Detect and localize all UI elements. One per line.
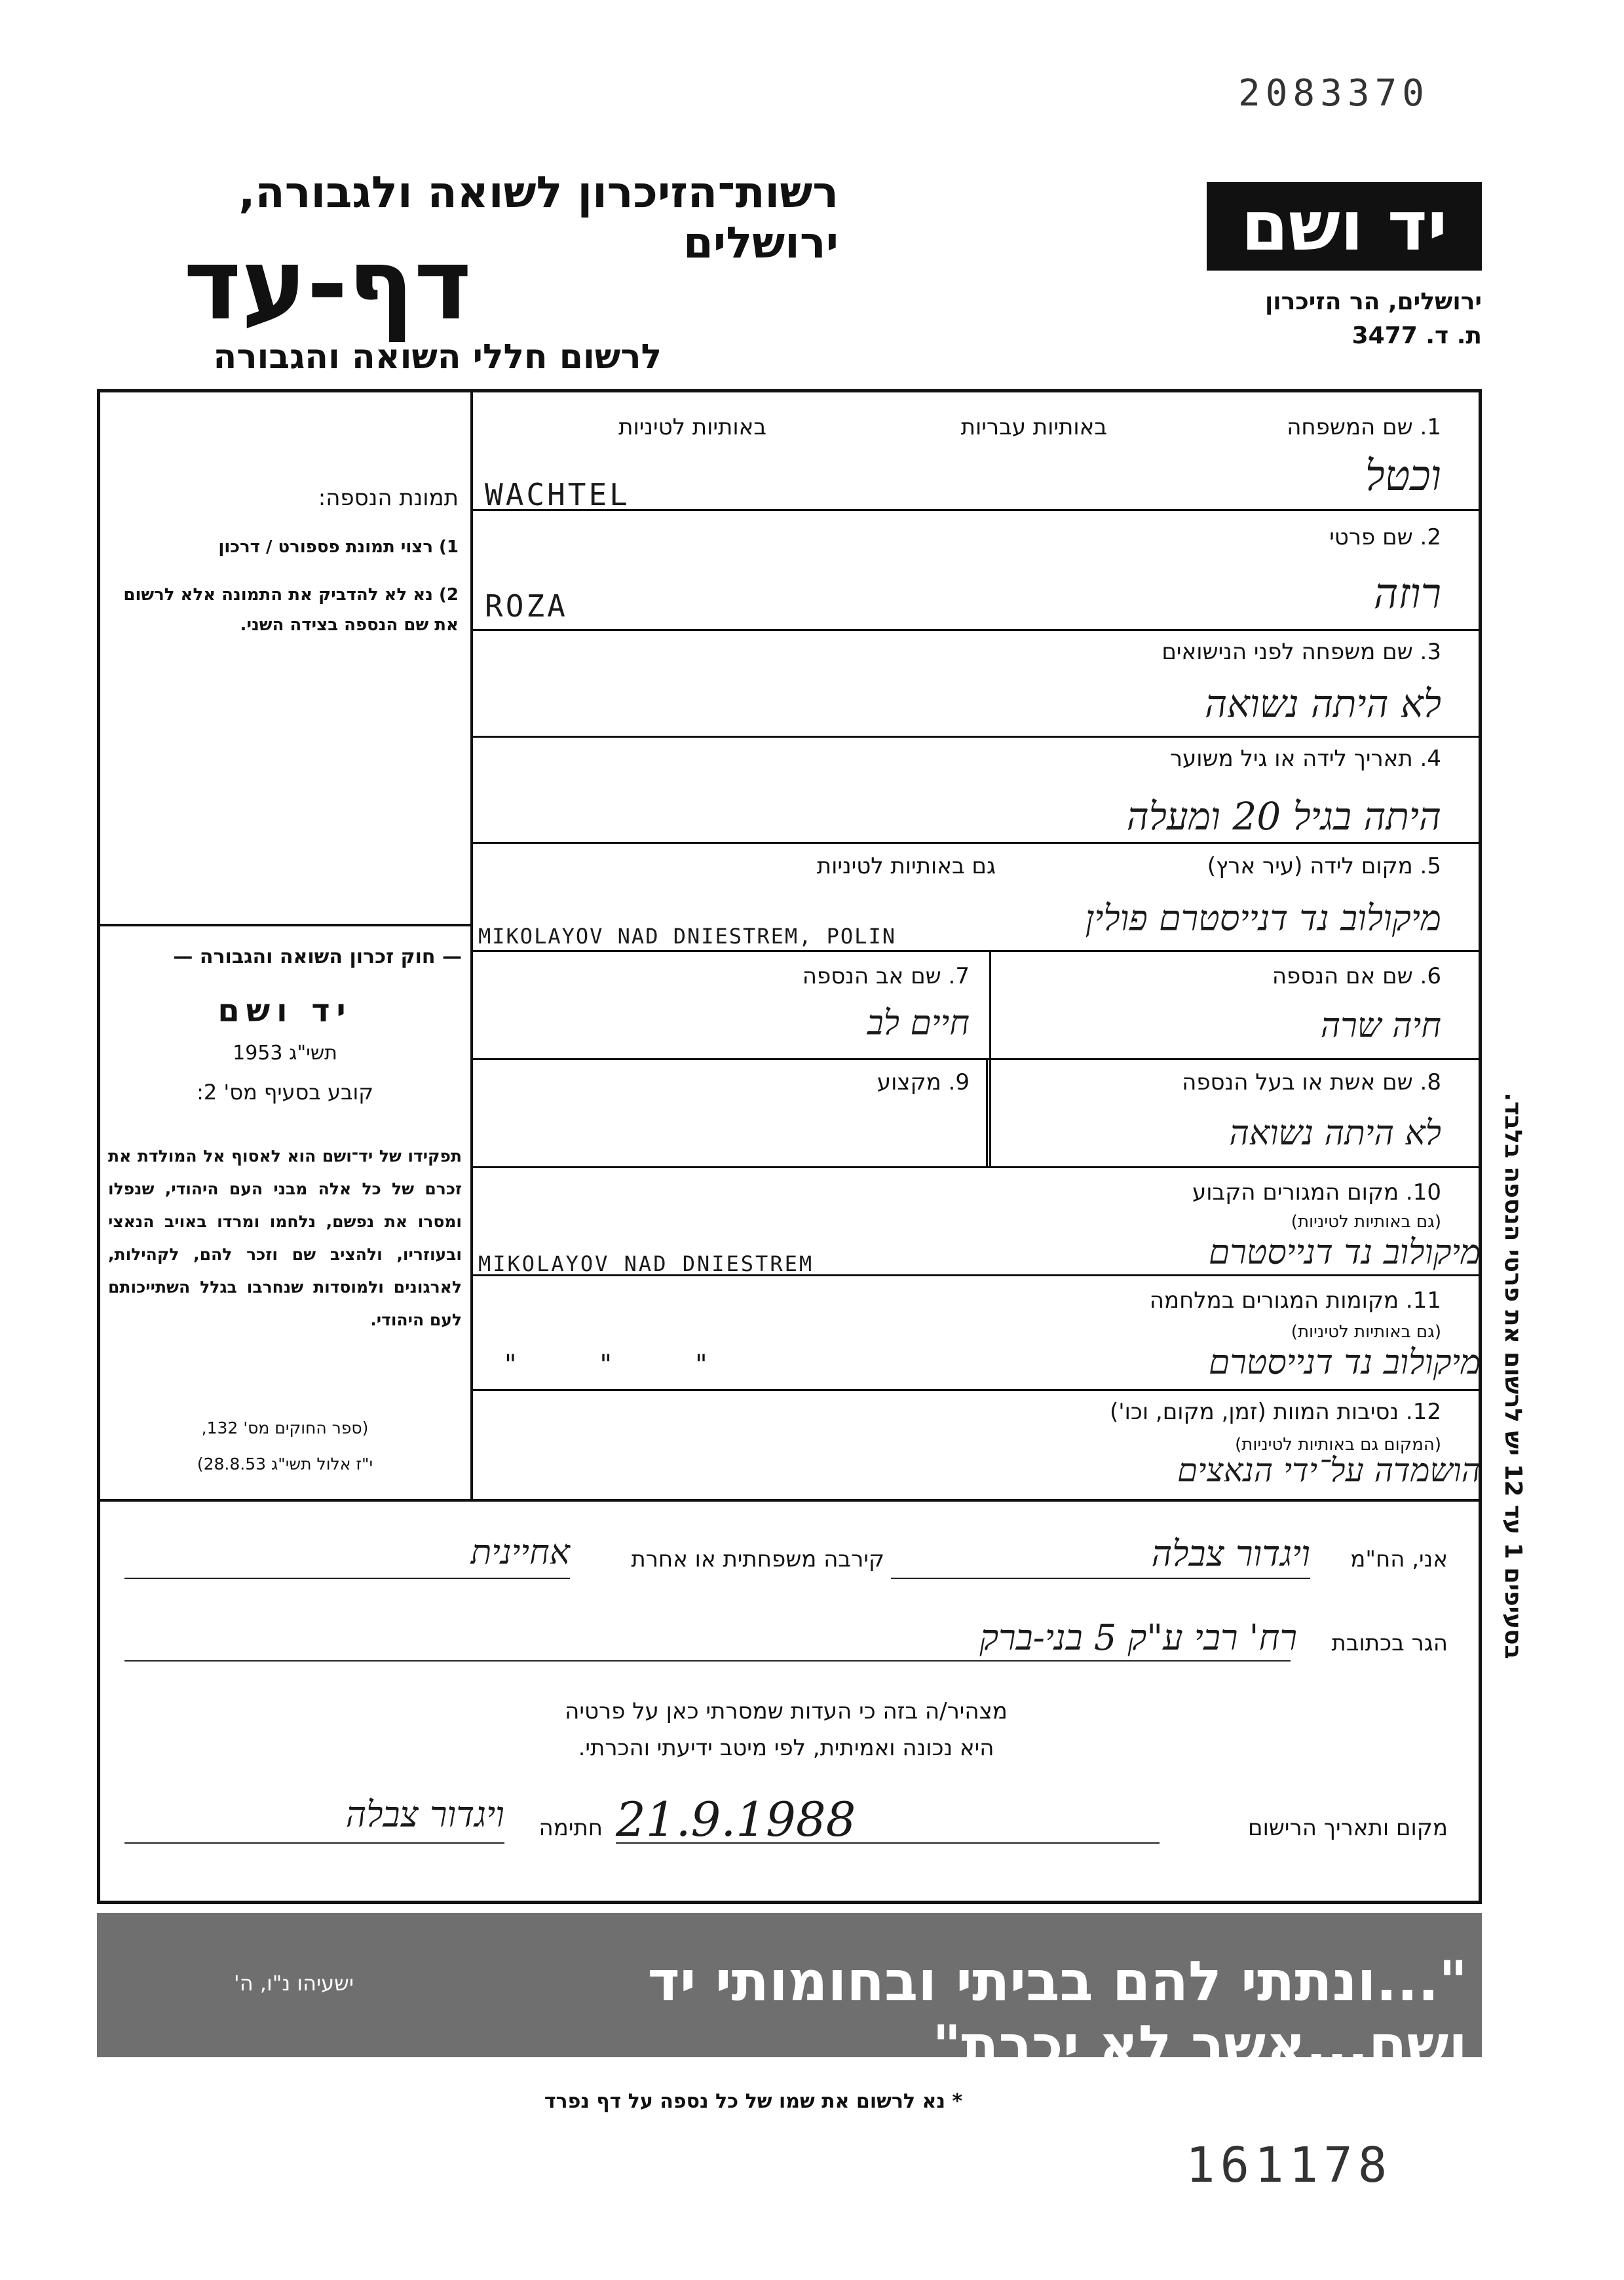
col-split-8-9: [986, 1058, 988, 1166]
declaration-relation-value: אחיינית: [470, 1533, 570, 1572]
field-8-label: 8. שם אשת או בעל הנספה: [1182, 1069, 1441, 1095]
declaration-name-line: [891, 1578, 1310, 1579]
field-5-value-hebrew: מיקולוב נד דנייסטרם פולין: [1085, 898, 1441, 939]
row-divider-6: [472, 1058, 1482, 1060]
fields-bottom-divider: [97, 1499, 1482, 1502]
field-1-value-latin: WACHTEL: [485, 477, 630, 512]
field-7-value: חיים לב: [867, 1004, 970, 1043]
row-divider-9: [472, 1389, 1482, 1391]
logo-address: ירושלים, הר הזיכרון: [1264, 288, 1482, 315]
field-5-latin-label: גם באותיות לטיניות: [816, 853, 996, 879]
law-source: (ספר החוקים מס' 132,: [201, 1418, 369, 1437]
field-8-value: לא היתה נשואה: [1229, 1114, 1441, 1153]
declaration-address-label: הגר בכתובת: [1331, 1630, 1448, 1656]
signature-label: חתימה: [538, 1815, 603, 1841]
field-10-sublabel: (גם באותיות לטיניות): [1291, 1212, 1441, 1232]
field-1-label: 1. שם המשפחה: [1287, 414, 1441, 440]
field-4-label: 4. תאריך לידה או גיל משוער: [1169, 746, 1441, 772]
row-divider-2: [472, 629, 1482, 631]
field-11-value-hebrew: מיקולוב נד דנייסטרם: [1208, 1343, 1481, 1382]
field-2-value-hebrew: רוזה: [1373, 570, 1441, 618]
field-11-ditto-marks: " " ": [504, 1350, 708, 1380]
col-split-6-7: [989, 950, 991, 1166]
logo-pobox: ת. ד. 3477: [1351, 322, 1482, 349]
authority-title: רשות־הזיכרון לשואה ולגבורה, ירושלים: [238, 167, 839, 268]
law-date: י"ז אלול תשי"ג 28.8.53): [197, 1454, 373, 1473]
photo-box-title: תמונת הנספה:: [318, 485, 459, 511]
field-4-value: היתה בגיל 20 ומעלה: [1126, 794, 1441, 839]
field-2-label: 2. שם פרטי: [1329, 524, 1441, 550]
registration-date-value: 21.9.1988: [616, 1792, 856, 1847]
form-subtitle: לרשום חללי השואה והגבורה: [213, 337, 662, 377]
field-11-label: 11. מקומות המגורים במלחמה: [1149, 1287, 1441, 1314]
banner-quote: "...ונתתי להם בביתי ובחומותי יד ושם...אשר לא יכרת": [647, 1949, 1467, 2078]
footer-note: * נא לרשום את שמו של כל נספה על דף נפרד: [544, 2090, 963, 2113]
law-year: תשי"ג 1953: [233, 1042, 337, 1065]
field-11-sublabel: (גם באותיות לטיניות): [1291, 1322, 1441, 1342]
law-text: תפקידו של יד־ושם הוא לאסוף אל המולדת את זכרם של כל אלה מבני העם היהודי, שנפלו ומסרו את נפשם, נלחמו ומרדו באויב הנאצי ובעוזריו, ולהציב שם וזכר להם, לקהילות, לארגונים ולמוסדות שנחרבו בגלל השתייכותם לעם היהודי.: [108, 1147, 462, 1329]
field-3-value: לא היתה נשואה: [1205, 681, 1441, 726]
law-name: יד ושם: [217, 993, 352, 1029]
law-title: — חוק זכרון השואה והגבורה —: [173, 945, 462, 968]
field-12-value: הושמדה על־ידי הנאצים: [1177, 1451, 1481, 1489]
declaration-address-value: רח' רבי ע"ק 5 בני-ברק: [979, 1617, 1297, 1658]
declaration-relation-label: קירבה משפחתית או אחרת: [631, 1546, 884, 1572]
serial-number-bottom: 161178: [1186, 2137, 1393, 2194]
field-5-label: 5. מקום לידה (עיר ארץ): [1207, 853, 1441, 879]
declaration-address-line: [124, 1660, 1291, 1662]
latin-letters-label: באותיות לטיניות: [618, 414, 766, 440]
field-10-value-latin: MIKOLAYOV NAD DNIESTREM: [478, 1251, 814, 1276]
field-7-label: 7. שם אב הנספה: [802, 963, 970, 989]
field-9-label: 9. מקצוע: [877, 1069, 970, 1095]
row-divider-4: [472, 842, 1482, 844]
photo-note-1: 1) רצוי תמונת פספורט / דרכון: [218, 537, 459, 557]
declaration-statement-2: היא נכונה ואמיתית, לפי מיטב ידיעתי והכרתי.: [578, 1735, 994, 1761]
signature-value: ויגדור צבלה: [345, 1794, 504, 1835]
row-divider-5: [472, 950, 1482, 952]
hebrew-letters-label: באותיות עבריות: [960, 414, 1107, 440]
field-5-value-latin: MIKOLAYOV NAD DNIESTREM, POLIN: [478, 924, 896, 949]
field-2-value-latin: ROZA: [485, 588, 568, 624]
field-3-label: 3. שם משפחה לפני הנישואים: [1161, 639, 1441, 665]
serial-number-top: 2083370: [1238, 72, 1430, 115]
declaration-statement-1: מצהיר/ה בזה כי העדות שמסרתי כאן על פרטיה: [565, 1698, 1008, 1724]
declaration-i-label: אני, הח"מ: [1350, 1546, 1448, 1572]
field-12-label: 12. נסיבות המוות (זמן, מקום, וכו'): [1109, 1399, 1441, 1425]
field-1-value-hebrew: וכטל: [1365, 452, 1441, 501]
row-divider-3: [472, 736, 1482, 738]
field-10-label: 10. מקום המגורים הקבוע: [1192, 1179, 1441, 1206]
left-column-divider: [470, 389, 473, 1500]
declaration-name-value: ויגדור צבלה: [1151, 1533, 1310, 1574]
signature-line: [124, 1842, 504, 1844]
declaration-relation-line: [124, 1578, 570, 1579]
field-10-value-hebrew: מיקולוב נד דנייסטרם: [1208, 1233, 1481, 1272]
photo-note-2: 2) נא לא להדביק את התמונה אלא לרשום את שם הנספה בצידה השני.: [123, 585, 459, 635]
law-clause: קובע בסעיף מס' 2:: [197, 1080, 373, 1105]
field-12-sublabel: (המקום גם באותיות לטיניות): [1235, 1435, 1441, 1454]
field-6-value: חיה שרה: [1320, 1006, 1441, 1046]
yad-vashem-logo: יד ושם: [1207, 182, 1482, 271]
form-title: דף-עד: [183, 228, 472, 342]
side-note: בסעיפים 1 עד 12 יש לרשום את פרטי הנספה בלבד.: [1500, 1092, 1526, 1660]
photo-law-divider: [97, 924, 472, 926]
banner-source: ישעיהו נ"ו, ה': [233, 1971, 354, 1996]
place-date-label: מקום ותאריך הרישום: [1248, 1815, 1448, 1841]
row-divider-7: [472, 1166, 1482, 1168]
field-6-label: 6. שם אם הנספה: [1272, 963, 1441, 989]
